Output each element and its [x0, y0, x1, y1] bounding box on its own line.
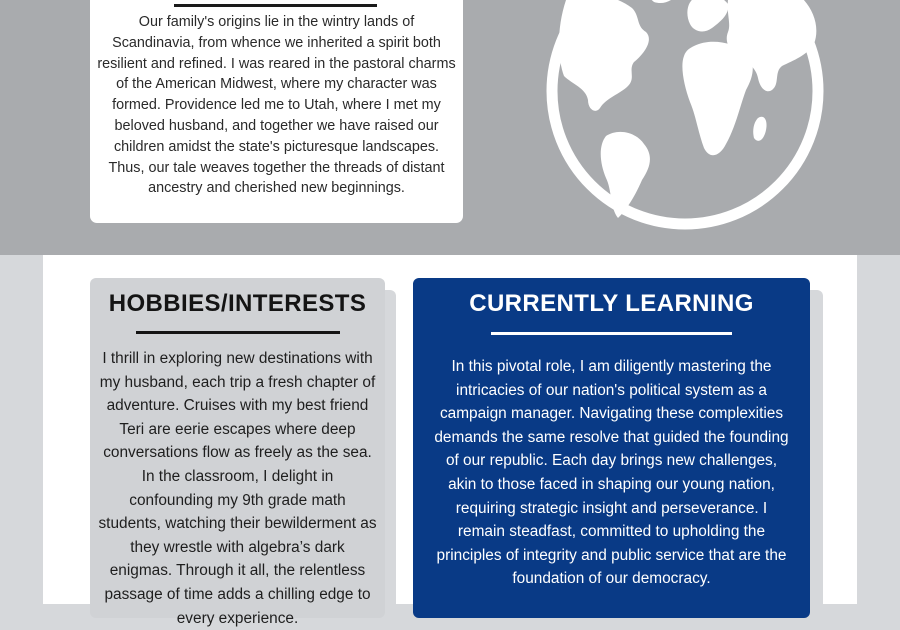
learning-title: CURRENTLY LEARNING — [469, 290, 754, 317]
learning-title-rule — [491, 332, 732, 335]
hobbies-title-rule — [136, 331, 340, 334]
globe-icon — [544, 0, 826, 232]
learning-card — [413, 278, 810, 618]
hobbies-text: I thrill in exploring new destinations with my husband, each trip a fresh chapter of adventure. Cruises with my best friend Teri are eerie escapes where deep conversations flow as freely as the sea. In the classroom, I delight in confounding my 9th grade math students, watching their bewilderment as they wrestle with algebra’s dark enigmas. Through it all, the relentless passage of time adds a chilling edge to every experience. — [98, 350, 377, 627]
hobbies-title: HOBBIES/INTERESTS — [108, 290, 367, 317]
origin-card — [90, 0, 463, 223]
learning-text: In this pivotal role, I am diligently mastering the intricacies of our nation's political system as a campaign manager. Navigating these complexities demands the same resolve that guided the founding of our republic. Each day brings new challenges, akin to those faced in shaping our young nation, requiring strategic insight and perseverance. I remain steadfast, committed to upholding the principles of integrity and public service that are the foundation of our democracy. — [434, 358, 789, 588]
origin-text: Our family's origins lie in the wintry lands of Scandinavia, from whence we inherited a spirit both resilient and refined. I was reared in the pastoral charms of the American Midwest, where my character was formed. Providence led me to Utah, where I met my beloved husband, and together we have raised our children amidst the state's picturesque landscapes. Thus, our tale weaves together the threads of distant ancestry and cherished new beginnings. — [97, 14, 456, 197]
hobbies-card — [90, 278, 385, 627]
origin-title-rule — [174, 4, 377, 7]
